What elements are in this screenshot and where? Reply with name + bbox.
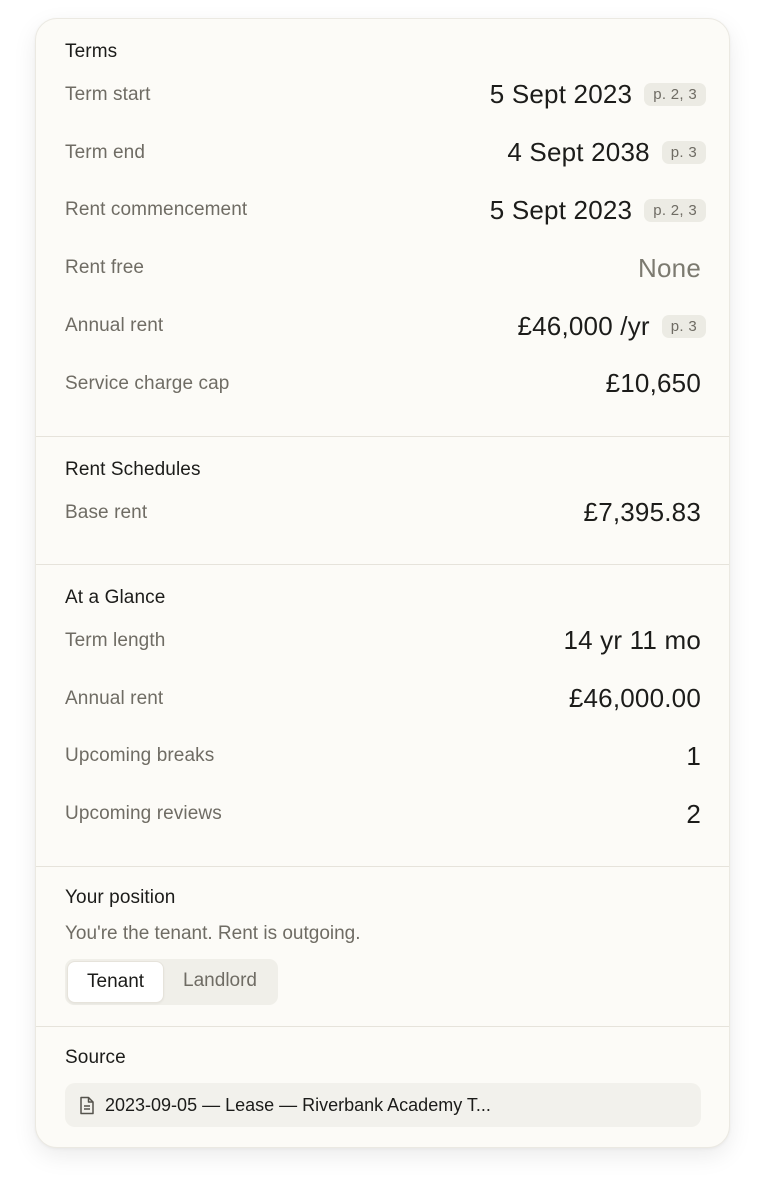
label-annual-rent: Annual rent [65,315,164,337]
label-term-end: Term end [65,141,146,163]
label-service-charge-cap: Service charge cap [65,372,230,394]
section-title-position: Your position [65,887,176,908]
value-upcoming-reviews: 2 [686,798,701,829]
rent-schedules-section [36,437,729,565]
position-description: You're the tenant. Rent is outgoing. [65,923,361,944]
source-file-name: 2023-09-05 — Lease — Riverbank Academy T... [105,1094,491,1115]
row-annual-rent [65,297,701,355]
label-base-rent: Base rent [65,501,148,523]
value-term-length: 14 yr 11 mo [563,625,701,656]
row-term-start [65,66,701,124]
label-upcoming-breaks: Upcoming breaks [65,745,215,767]
row-upcoming-breaks [65,728,701,786]
value-base-rent: £7,395.83 [583,497,701,528]
label-glance-annual-rent: Annual rent [65,687,164,709]
value-upcoming-breaks: 1 [686,740,701,771]
value-rent-free: None [638,252,701,283]
row-rent-commencement [65,182,701,240]
row-glance-annual-rent [65,670,701,728]
at-a-glance-section [36,565,729,867]
page-ref-badge-term-start[interactable]: p. 2, 3 [644,83,706,106]
row-term-length [65,612,701,670]
section-title-rent-schedules: Rent Schedules [65,459,201,480]
terms-section [36,19,729,437]
document-icon [79,1096,95,1115]
position-section [36,867,729,1027]
label-rent-free: Rent free [65,257,145,279]
value-annual-rent: £46,000 /yr [517,310,650,341]
row-base-rent [65,484,701,542]
label-term-start: Term start [65,83,151,105]
value-rent-commencement: 5 Sept 2023 [489,194,633,225]
label-term-length: Term length [65,629,166,651]
section-title-source: Source [65,1047,126,1068]
source-document-link[interactable] [65,1083,701,1127]
label-upcoming-reviews: Upcoming reviews [65,803,222,825]
source-section [36,1027,729,1127]
row-upcoming-reviews [65,785,701,843]
label-rent-commencement: Rent commencement [65,199,248,221]
section-title-terms: Terms [65,41,118,62]
lease-summary-card [35,18,730,1148]
row-rent-free [65,239,701,297]
page-ref-badge-rent-commencement[interactable]: p. 2, 3 [644,199,706,222]
value-glance-annual-rent: £46,000.00 [568,683,701,714]
page-ref-badge-annual-rent[interactable]: p. 3 [662,315,706,338]
role-option-landlord[interactable]: Landlord [183,970,257,991]
row-term-end [65,124,701,182]
value-service-charge-cap: £10,650 [605,368,701,399]
role-toggle [65,959,278,1005]
value-term-end: 4 Sept 2038 [507,137,650,168]
section-title-at-a-glance: At a Glance [65,587,166,608]
page-ref-badge-term-end[interactable]: p. 3 [662,141,706,164]
row-service-charge-cap [65,355,701,413]
value-term-start: 5 Sept 2023 [489,79,633,110]
role-option-tenant[interactable]: Tenant [67,961,164,1003]
